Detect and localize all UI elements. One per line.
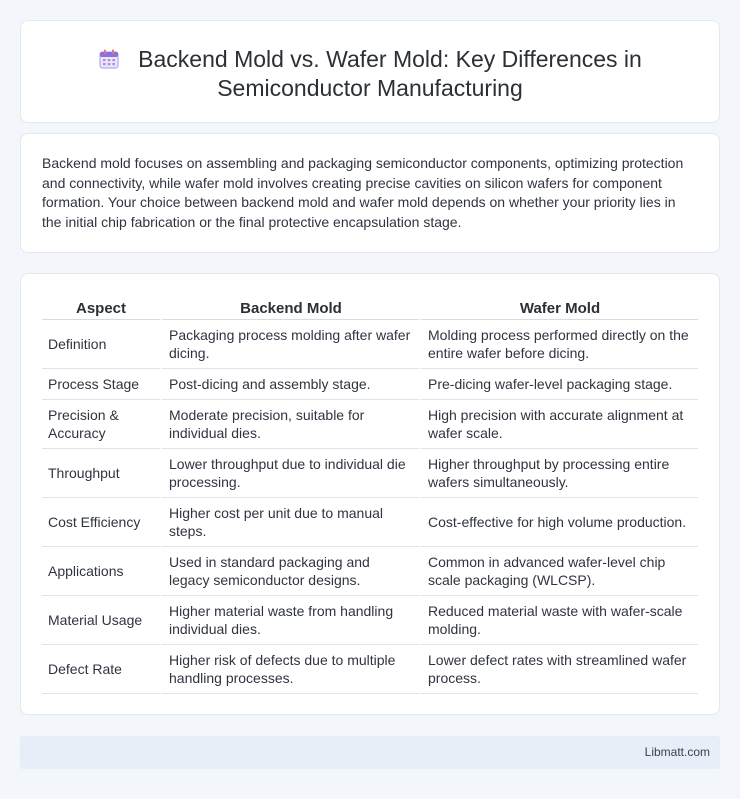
page-title: Backend Mold vs. Wafer Mold: Key Differences in Semiconductor Manufacturing	[138, 46, 642, 101]
title-card	[20, 20, 720, 123]
aspect-cell: Material Usage	[42, 596, 160, 645]
aspect-cell: Precision & Accuracy	[42, 400, 160, 449]
table-row	[42, 400, 698, 449]
header-backend-mold: Backend Mold	[160, 294, 419, 320]
footer-brand: Libmatt.com	[644, 745, 710, 759]
wafer-cell: Reduced material waste with wafer-scale molding.	[419, 596, 698, 645]
comparison-table	[42, 294, 698, 694]
table-row	[42, 449, 698, 498]
table-row	[42, 498, 698, 547]
wafer-cell: Higher throughput by processing entire wafers simultaneously.	[419, 449, 698, 498]
comparison-card	[20, 273, 720, 715]
wafer-cell: Cost-effective for high volume production.	[419, 498, 698, 547]
header-wafer-mold: Wafer Mold	[419, 294, 698, 320]
backend-cell: Used in standard packaging and legacy semiconductor designs.	[160, 547, 419, 596]
backend-cell: Post-dicing and assembly stage.	[160, 369, 419, 400]
footer-bar	[20, 736, 720, 769]
table-row	[42, 320, 698, 369]
table-header-row	[42, 294, 698, 320]
aspect-cell: Defect Rate	[42, 645, 160, 694]
wafer-cell: Common in advanced wafer-level chip scale packaging (WLCSP).	[419, 547, 698, 596]
backend-cell: Packaging process molding after wafer dicing.	[160, 320, 419, 369]
aspect-cell: Definition	[42, 320, 160, 369]
wafer-cell: Pre-dicing wafer-level packaging stage.	[419, 369, 698, 400]
wafer-cell: Molding process performed directly on the entire wafer before dicing.	[419, 320, 698, 369]
aspect-cell: Applications	[42, 547, 160, 596]
table-row	[42, 645, 698, 694]
backend-cell: Higher risk of defects due to multiple handling processes.	[160, 645, 419, 694]
table-row	[42, 369, 698, 400]
backend-cell: Moderate precision, suitable for individual dies.	[160, 400, 419, 449]
intro-card	[20, 133, 720, 253]
table-row	[42, 596, 698, 645]
backend-cell: Lower throughput due to individual die processing.	[160, 449, 419, 498]
table-row	[42, 547, 698, 596]
aspect-cell: Process Stage	[42, 369, 160, 400]
aspect-cell: Cost Efficiency	[42, 498, 160, 547]
wafer-cell: Lower defect rates with streamlined wafer process.	[419, 645, 698, 694]
header-aspect: Aspect	[42, 294, 160, 320]
backend-cell: Higher material waste from handling individual dies.	[160, 596, 419, 645]
wafer-cell: High precision with accurate alignment at wafer scale.	[419, 400, 698, 449]
page-title-row	[21, 45, 719, 103]
calendar-icon	[98, 48, 120, 70]
intro-paragraph: Backend mold focuses on assembling and packaging semiconductor components, optimizing protection and connectivity, while wafer mold involves creating precise cavities on silicon wafers for component formation. Your choice between backend mold and wafer mold depends on whether your priority lies in the initial chip fabrication or the final protective encapsulation stage.	[42, 155, 684, 230]
aspect-cell: Throughput	[42, 449, 160, 498]
backend-cell: Higher cost per unit due to manual steps.	[160, 498, 419, 547]
